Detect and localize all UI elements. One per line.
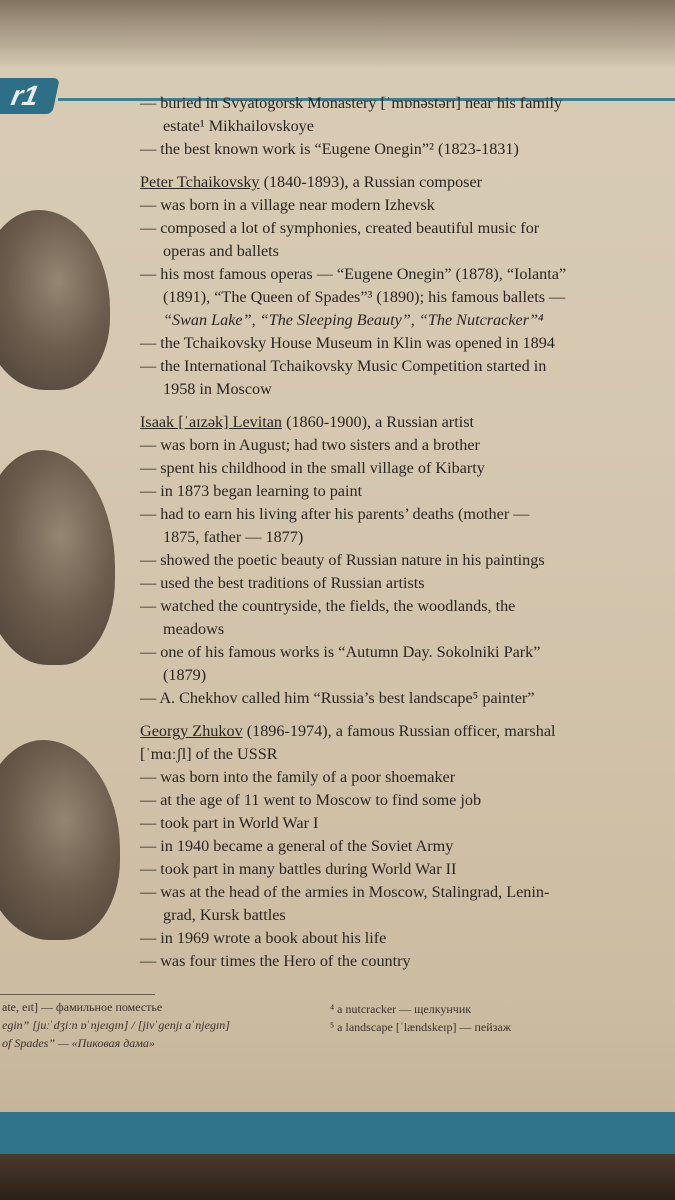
text-line: — showed the poetic beauty of Russian nature in his paintings (140, 551, 545, 569)
person-desc: (1860-1900), a Russian artist (282, 413, 474, 431)
biographies-text (140, 92, 660, 973)
levitan-portrait (0, 450, 115, 665)
text-line: [ˈmɑːʃl] of the USSR (140, 745, 278, 763)
text-line: grad, Kursk battles (163, 906, 286, 924)
footnote: egin” [juːˈdʒiːn ɒˈnjeɪgɪn] / [jivˈgenjɪ aˈnjegɪn] (2, 1018, 230, 1032)
text-line: — in 1873 began learning to paint (140, 482, 363, 500)
text-line: — used the best traditions of Russian artists (140, 574, 425, 592)
page-shadow (0, 0, 675, 70)
text-line: — was at the head of the armies in Moscow, Stalingrad, Lenin- (140, 883, 550, 901)
footnote: ate, eɪt] — фамильное поместье (2, 1000, 163, 1014)
text-line: — was born in a village near modern Izhevsk (140, 196, 435, 214)
footnote: ⁴ a nutcracker — щелкунчик (330, 1002, 472, 1016)
text-line: — took part in World War I (140, 814, 319, 832)
footnote-rule (0, 994, 155, 995)
text-line: — composed a lot of symphonies, created beautiful music for (140, 219, 540, 237)
text-line: — took part in many battles during World War II (140, 860, 457, 878)
text-line: — at the age of 11 went to Moscow to find some job (140, 791, 482, 809)
text-line: (1879) (163, 666, 207, 684)
text-line: 1958 in Moscow (163, 380, 272, 398)
pushkin-section (140, 92, 660, 161)
text-line: — spent his childhood in the small village of Kibarty (140, 459, 485, 477)
text-line: — the best known work is “Eugene Onegin”² (1823-1831) (140, 140, 519, 158)
person-desc: (1840-1893), a Russian composer (259, 173, 483, 191)
text-line: operas and ballets (163, 242, 279, 260)
text-line: — was four times the Hero of the country (140, 952, 411, 970)
person-name: Georgy Zhukov (140, 722, 243, 740)
section-heading (140, 720, 660, 743)
section-heading (140, 411, 660, 434)
unit-badge: r1 (0, 78, 60, 114)
footnote: of Spades” — «Пиковая дама» (2, 1036, 155, 1050)
footnote: ⁵ a landscape [ˈlændskeɪp] — пейзаж (330, 1020, 512, 1034)
text-line: — the Tchaikovsky House Museum in Klin was opened in 1894 (140, 334, 555, 352)
person-name: Isaak [ˈaɪzək] Levitan (140, 413, 283, 431)
text-line: — the International Tchaikovsky Music Competition started in (140, 357, 547, 375)
text-line: “Swan Lake”, “The Sleeping Beauty”, “The Nutcracker”⁴ (163, 311, 544, 329)
text-line: — buried in Svyatogorsk Monastery [ˈmɒnəstərɪ] near his family (140, 94, 563, 112)
text-line: — A. Chekhov called him “Russia’s best landscape⁵ painter” (140, 689, 535, 707)
text-line: meadows (163, 620, 225, 638)
text-line: — was born into the family of a poor shoemaker (140, 768, 456, 786)
text-line: (1891), “The Queen of Spades”³ (1890); his famous ballets — (163, 288, 566, 306)
text-line: — watched the countryside, the fields, the woodlands, the (140, 597, 516, 615)
table-surface (0, 1154, 675, 1200)
footnotes-right (330, 1000, 511, 1036)
levitan-section (140, 411, 660, 710)
footnotes (0, 986, 675, 1076)
person-desc: (1896-1974), a famous Russian officer, marshal (242, 722, 556, 740)
text-line: — had to earn his living after his parents’ deaths (mother — (140, 505, 530, 523)
text-line: — was born in August; had two sisters and a brother (140, 436, 480, 454)
section-heading (140, 171, 660, 194)
bottom-color-band (0, 1112, 675, 1154)
text-line: estate¹ Mikhailovskoye (163, 117, 314, 135)
text-line: — in 1940 became a general of the Soviet Army (140, 837, 454, 855)
person-name: Peter Tchaikovsky (140, 173, 260, 191)
text-line: — one of his famous works is “Autumn Day. Sokolniki Park” (140, 643, 541, 661)
tchaikovsky-section (140, 171, 660, 401)
text-line: 1875, father — 1877) (163, 528, 304, 546)
text-line: — his most famous operas — “Eugene Onegin” (1878), “Iolanta” (140, 265, 567, 283)
zhukov-portrait (0, 740, 120, 940)
text-line: — in 1969 wrote a book about his life (140, 929, 387, 947)
zhukov-section (140, 720, 660, 973)
footnotes-left (2, 998, 230, 1052)
tchaikovsky-portrait (0, 210, 110, 390)
